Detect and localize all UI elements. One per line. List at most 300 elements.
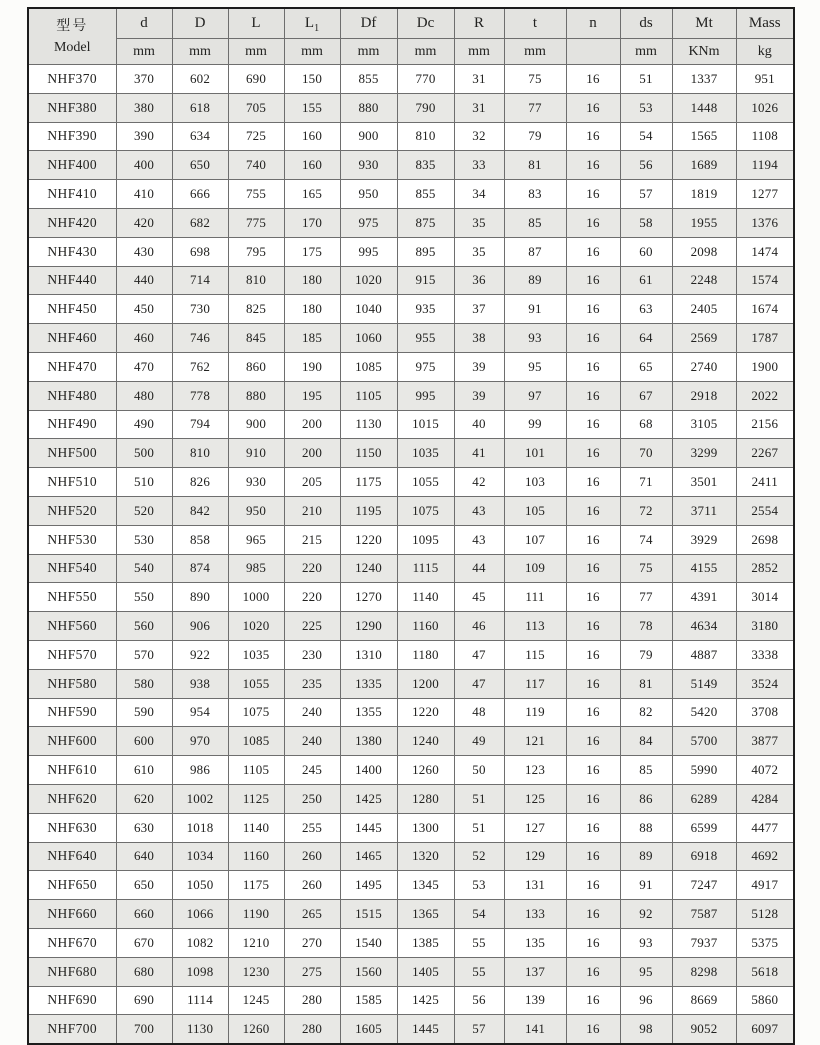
value-cell: 89 <box>620 842 672 871</box>
value-cell: 1365 <box>397 900 454 929</box>
model-cell: NHF660 <box>28 900 116 929</box>
value-cell: 951 <box>736 65 794 94</box>
value-cell: 1035 <box>397 439 454 468</box>
value-cell: 2248 <box>672 266 736 295</box>
value-cell: 845 <box>228 324 284 353</box>
value-cell: 1380 <box>340 727 397 756</box>
value-cell: 101 <box>504 439 566 468</box>
col-unit-ds: mm <box>620 39 672 65</box>
value-cell: 1565 <box>672 122 736 151</box>
value-cell: 682 <box>172 208 228 237</box>
value-cell: 250 <box>284 784 340 813</box>
value-cell: 7937 <box>672 928 736 957</box>
value-cell: 270 <box>284 928 340 957</box>
value-cell: 610 <box>116 756 172 785</box>
value-cell: 16 <box>566 900 620 929</box>
value-cell: 935 <box>397 295 454 324</box>
value-cell: 810 <box>228 266 284 295</box>
value-cell: 123 <box>504 756 566 785</box>
table-row <box>28 525 794 554</box>
table-row <box>28 928 794 957</box>
value-cell: 16 <box>566 583 620 612</box>
value-cell: 1035 <box>228 640 284 669</box>
value-cell: 260 <box>284 871 340 900</box>
value-cell: 985 <box>228 554 284 583</box>
value-cell: 900 <box>340 122 397 151</box>
value-cell: 9052 <box>672 1015 736 1044</box>
value-cell: 910 <box>228 439 284 468</box>
model-cell: NHF570 <box>28 640 116 669</box>
table-row <box>28 381 794 410</box>
value-cell: 4917 <box>736 871 794 900</box>
value-cell: 1445 <box>397 1015 454 1044</box>
value-cell: 175 <box>284 237 340 266</box>
value-cell: 6599 <box>672 813 736 842</box>
table-body <box>28 65 794 1045</box>
value-cell: 41 <box>454 439 504 468</box>
value-cell: 1495 <box>340 871 397 900</box>
value-cell: 1160 <box>397 612 454 641</box>
col-unit-Df: mm <box>340 39 397 65</box>
value-cell: 3501 <box>672 468 736 497</box>
value-cell: 1900 <box>736 352 794 381</box>
value-cell: 133 <box>504 900 566 929</box>
value-cell: 83 <box>504 180 566 209</box>
value-cell: 1425 <box>397 986 454 1015</box>
model-cell: NHF490 <box>28 410 116 439</box>
value-cell: 835 <box>397 151 454 180</box>
value-cell: 618 <box>172 93 228 122</box>
value-cell: 390 <box>116 122 172 151</box>
value-cell: 2918 <box>672 381 736 410</box>
value-cell: 1400 <box>340 756 397 785</box>
table-header <box>28 8 794 65</box>
col-header-R: R <box>454 8 504 39</box>
value-cell: 129 <box>504 842 566 871</box>
value-cell: 61 <box>620 266 672 295</box>
value-cell: 1015 <box>397 410 454 439</box>
value-cell: 16 <box>566 525 620 554</box>
value-cell: 520 <box>116 496 172 525</box>
value-cell: 5860 <box>736 986 794 1015</box>
value-cell: 1245 <box>228 986 284 1015</box>
table-row <box>28 180 794 209</box>
value-cell: 1125 <box>228 784 284 813</box>
value-cell: 54 <box>620 122 672 151</box>
value-cell: 131 <box>504 871 566 900</box>
value-cell: 3708 <box>736 698 794 727</box>
value-cell: 3929 <box>672 525 736 554</box>
value-cell: 1190 <box>228 900 284 929</box>
value-cell: 16 <box>566 640 620 669</box>
value-cell: 2098 <box>672 237 736 266</box>
value-cell: 57 <box>620 180 672 209</box>
table-row <box>28 986 794 1015</box>
value-cell: 47 <box>454 669 504 698</box>
value-cell: 620 <box>116 784 172 813</box>
value-cell: 3299 <box>672 439 736 468</box>
value-cell: 139 <box>504 986 566 1015</box>
value-cell: 700 <box>116 1015 172 1044</box>
value-cell: 115 <box>504 640 566 669</box>
model-cell: NHF560 <box>28 612 116 641</box>
value-cell: 95 <box>504 352 566 381</box>
value-cell: 1026 <box>736 93 794 122</box>
value-cell: 16 <box>566 928 620 957</box>
value-cell: 60 <box>620 237 672 266</box>
value-cell: 71 <box>620 468 672 497</box>
table-row <box>28 583 794 612</box>
value-cell: 1034 <box>172 842 228 871</box>
value-cell: 3711 <box>672 496 736 525</box>
value-cell: 111 <box>504 583 566 612</box>
value-cell: 16 <box>566 410 620 439</box>
value-cell: 746 <box>172 324 228 353</box>
value-cell: 705 <box>228 93 284 122</box>
model-cell: NHF480 <box>28 381 116 410</box>
value-cell: 165 <box>284 180 340 209</box>
value-cell: 1277 <box>736 180 794 209</box>
model-cell: NHF590 <box>28 698 116 727</box>
value-cell: 109 <box>504 554 566 583</box>
value-cell: 1085 <box>340 352 397 381</box>
table-row <box>28 842 794 871</box>
value-cell: 6097 <box>736 1015 794 1044</box>
value-cell: 55 <box>454 928 504 957</box>
value-cell: 1040 <box>340 295 397 324</box>
value-cell: 666 <box>172 180 228 209</box>
value-cell: 16 <box>566 842 620 871</box>
value-cell: 70 <box>620 439 672 468</box>
value-cell: 380 <box>116 93 172 122</box>
value-cell: 3524 <box>736 669 794 698</box>
value-cell: 630 <box>116 813 172 842</box>
value-cell: 67 <box>620 381 672 410</box>
table-row <box>28 669 794 698</box>
value-cell: 119 <box>504 698 566 727</box>
value-cell: 1098 <box>172 957 228 986</box>
value-cell: 77 <box>620 583 672 612</box>
value-cell: 1002 <box>172 784 228 813</box>
value-cell: 79 <box>620 640 672 669</box>
value-cell: 670 <box>116 928 172 957</box>
value-cell: 185 <box>284 324 340 353</box>
value-cell: 85 <box>504 208 566 237</box>
value-cell: 97 <box>504 381 566 410</box>
value-cell: 6289 <box>672 784 736 813</box>
value-cell: 135 <box>504 928 566 957</box>
value-cell: 1425 <box>340 784 397 813</box>
value-cell: 970 <box>172 727 228 756</box>
value-cell: 2569 <box>672 324 736 353</box>
value-cell: 775 <box>228 208 284 237</box>
value-cell: 1075 <box>397 496 454 525</box>
value-cell: 858 <box>172 525 228 554</box>
value-cell: 57 <box>454 1015 504 1044</box>
value-cell: 690 <box>116 986 172 1015</box>
value-cell: 1574 <box>736 266 794 295</box>
value-cell: 113 <box>504 612 566 641</box>
value-cell: 75 <box>620 554 672 583</box>
value-cell: 995 <box>340 237 397 266</box>
value-cell: 37 <box>454 295 504 324</box>
value-cell: 3180 <box>736 612 794 641</box>
value-cell: 1115 <box>397 554 454 583</box>
value-cell: 2405 <box>672 295 736 324</box>
value-cell: 195 <box>284 381 340 410</box>
value-cell: 698 <box>172 237 228 266</box>
value-cell: 275 <box>284 957 340 986</box>
value-cell: 52 <box>454 842 504 871</box>
value-cell: 16 <box>566 784 620 813</box>
value-cell: 51 <box>454 813 504 842</box>
value-cell: 33 <box>454 151 504 180</box>
value-cell: 93 <box>620 928 672 957</box>
value-cell: 34 <box>454 180 504 209</box>
value-cell: 1082 <box>172 928 228 957</box>
value-cell: 770 <box>397 65 454 94</box>
value-cell: 1240 <box>340 554 397 583</box>
table-row <box>28 871 794 900</box>
value-cell: 3338 <box>736 640 794 669</box>
value-cell: 650 <box>116 871 172 900</box>
value-cell: 430 <box>116 237 172 266</box>
value-cell: 4155 <box>672 554 736 583</box>
model-cell: NHF460 <box>28 324 116 353</box>
value-cell: 1689 <box>672 151 736 180</box>
value-cell: 105 <box>504 496 566 525</box>
value-cell: 1055 <box>228 669 284 698</box>
value-cell: 91 <box>620 871 672 900</box>
value-cell: 260 <box>284 842 340 871</box>
value-cell: 39 <box>454 381 504 410</box>
value-cell: 1674 <box>736 295 794 324</box>
value-cell: 778 <box>172 381 228 410</box>
col-unit-t: mm <box>504 39 566 65</box>
value-cell: 74 <box>620 525 672 554</box>
value-cell: 826 <box>172 468 228 497</box>
value-cell: 210 <box>284 496 340 525</box>
table-row <box>28 698 794 727</box>
value-cell: 170 <box>284 208 340 237</box>
value-cell: 5420 <box>672 698 736 727</box>
col-unit-Mt: KNm <box>672 39 736 65</box>
value-cell: 88 <box>620 813 672 842</box>
value-cell: 6918 <box>672 842 736 871</box>
value-cell: 56 <box>620 151 672 180</box>
value-cell: 255 <box>284 813 340 842</box>
value-cell: 84 <box>620 727 672 756</box>
value-cell: 16 <box>566 295 620 324</box>
value-cell: 1280 <box>397 784 454 813</box>
col-header-d: d <box>116 8 172 39</box>
value-cell: 1335 <box>340 669 397 698</box>
value-cell: 1320 <box>397 842 454 871</box>
model-cell: NHF420 <box>28 208 116 237</box>
value-cell: 1230 <box>228 957 284 986</box>
col-header-L1-sub: 1 <box>314 23 320 34</box>
value-cell: 16 <box>566 439 620 468</box>
value-cell: 16 <box>566 266 620 295</box>
value-cell: 560 <box>116 612 172 641</box>
model-cell: NHF410 <box>28 180 116 209</box>
value-cell: 40 <box>454 410 504 439</box>
value-cell: 794 <box>172 410 228 439</box>
value-cell: 16 <box>566 1015 620 1044</box>
header-unit-row <box>28 39 794 65</box>
value-cell: 230 <box>284 640 340 669</box>
value-cell: 1018 <box>172 813 228 842</box>
value-cell: 1310 <box>340 640 397 669</box>
col-unit-Mass: kg <box>736 39 794 65</box>
value-cell: 1105 <box>228 756 284 785</box>
value-cell: 137 <box>504 957 566 986</box>
value-cell: 38 <box>454 324 504 353</box>
value-cell: 890 <box>172 583 228 612</box>
value-cell: 730 <box>172 295 228 324</box>
value-cell: 1260 <box>228 1015 284 1044</box>
value-cell: 855 <box>397 180 454 209</box>
value-cell: 1290 <box>340 612 397 641</box>
value-cell: 86 <box>620 784 672 813</box>
value-cell: 954 <box>172 698 228 727</box>
value-cell: 480 <box>116 381 172 410</box>
value-cell: 1355 <box>340 698 397 727</box>
value-cell: 87 <box>504 237 566 266</box>
value-cell: 1270 <box>340 583 397 612</box>
value-cell: 1385 <box>397 928 454 957</box>
value-cell: 1160 <box>228 842 284 871</box>
model-cell: NHF670 <box>28 928 116 957</box>
value-cell: 16 <box>566 93 620 122</box>
value-cell: 1787 <box>736 324 794 353</box>
value-cell: 160 <box>284 122 340 151</box>
model-cell: NHF370 <box>28 65 116 94</box>
model-cell: NHF540 <box>28 554 116 583</box>
col-header-Mass: Mass <box>736 8 794 39</box>
value-cell: 810 <box>172 439 228 468</box>
value-cell: 16 <box>566 669 620 698</box>
value-cell: 1195 <box>340 496 397 525</box>
value-cell: 590 <box>116 698 172 727</box>
value-cell: 1819 <box>672 180 736 209</box>
value-cell: 240 <box>284 698 340 727</box>
model-cell: NHF550 <box>28 583 116 612</box>
value-cell: 85 <box>620 756 672 785</box>
value-cell: 640 <box>116 842 172 871</box>
value-cell: 16 <box>566 496 620 525</box>
model-cell: NHF440 <box>28 266 116 295</box>
col-header-L: L <box>228 8 284 39</box>
value-cell: 220 <box>284 554 340 583</box>
model-cell: NHF690 <box>28 986 116 1015</box>
value-cell: 1020 <box>228 612 284 641</box>
model-cell: NHF700 <box>28 1015 116 1044</box>
value-cell: 1055 <box>397 468 454 497</box>
value-cell: 4692 <box>736 842 794 871</box>
value-cell: 1175 <box>340 468 397 497</box>
col-header-ds: ds <box>620 8 672 39</box>
value-cell: 4284 <box>736 784 794 813</box>
value-cell: 16 <box>566 122 620 151</box>
value-cell: 39 <box>454 352 504 381</box>
value-cell: 7587 <box>672 900 736 929</box>
value-cell: 4634 <box>672 612 736 641</box>
value-cell: 1140 <box>228 813 284 842</box>
value-cell: 96 <box>620 986 672 1015</box>
value-cell: 874 <box>172 554 228 583</box>
value-cell: 77 <box>504 93 566 122</box>
value-cell: 103 <box>504 468 566 497</box>
value-cell: 240 <box>284 727 340 756</box>
col-header-L1: $L_1$ <box>284 8 340 39</box>
value-cell: 950 <box>228 496 284 525</box>
value-cell: 825 <box>228 295 284 324</box>
value-cell: 1955 <box>672 208 736 237</box>
model-cell: NHF510 <box>28 468 116 497</box>
col-unit-L1: mm <box>284 39 340 65</box>
value-cell: 938 <box>172 669 228 698</box>
value-cell: 510 <box>116 468 172 497</box>
value-cell: 1540 <box>340 928 397 957</box>
value-cell: 1605 <box>340 1015 397 1044</box>
model-cell: NHF640 <box>28 842 116 871</box>
table-row <box>28 813 794 842</box>
value-cell: 2411 <box>736 468 794 497</box>
value-cell: 81 <box>504 151 566 180</box>
value-cell: 1345 <box>397 871 454 900</box>
col-unit-Dc: mm <box>397 39 454 65</box>
value-cell: 530 <box>116 525 172 554</box>
value-cell: 5618 <box>736 957 794 986</box>
value-cell: 82 <box>620 698 672 727</box>
value-cell: 1405 <box>397 957 454 986</box>
value-cell: 16 <box>566 554 620 583</box>
value-cell: 795 <box>228 237 284 266</box>
value-cell: 855 <box>340 65 397 94</box>
value-cell: 5128 <box>736 900 794 929</box>
value-cell: 580 <box>116 669 172 698</box>
col-header-model-cn: 型号 <box>56 18 89 34</box>
value-cell: 2698 <box>736 525 794 554</box>
value-cell: 1445 <box>340 813 397 842</box>
value-cell: 16 <box>566 871 620 900</box>
col-header-model-en: Model <box>53 39 91 55</box>
value-cell: 1066 <box>172 900 228 929</box>
value-cell: 440 <box>116 266 172 295</box>
value-cell: 860 <box>228 352 284 381</box>
value-cell: 125 <box>504 784 566 813</box>
value-cell: 975 <box>397 352 454 381</box>
value-cell: 370 <box>116 65 172 94</box>
value-cell: 690 <box>228 65 284 94</box>
value-cell: 1260 <box>397 756 454 785</box>
table-row <box>28 151 794 180</box>
model-cell: NHF610 <box>28 756 116 785</box>
value-cell: 32 <box>454 122 504 151</box>
value-cell: 2267 <box>736 439 794 468</box>
value-cell: 72 <box>620 496 672 525</box>
value-cell: 1095 <box>397 525 454 554</box>
value-cell: 50 <box>454 756 504 785</box>
header-label-row <box>28 8 794 39</box>
col-header-Dc: Dc <box>397 8 454 39</box>
value-cell: 51 <box>454 784 504 813</box>
value-cell: 3014 <box>736 583 794 612</box>
model-cell: NHF450 <box>28 295 116 324</box>
value-cell: 714 <box>172 266 228 295</box>
value-cell: 1448 <box>672 93 736 122</box>
